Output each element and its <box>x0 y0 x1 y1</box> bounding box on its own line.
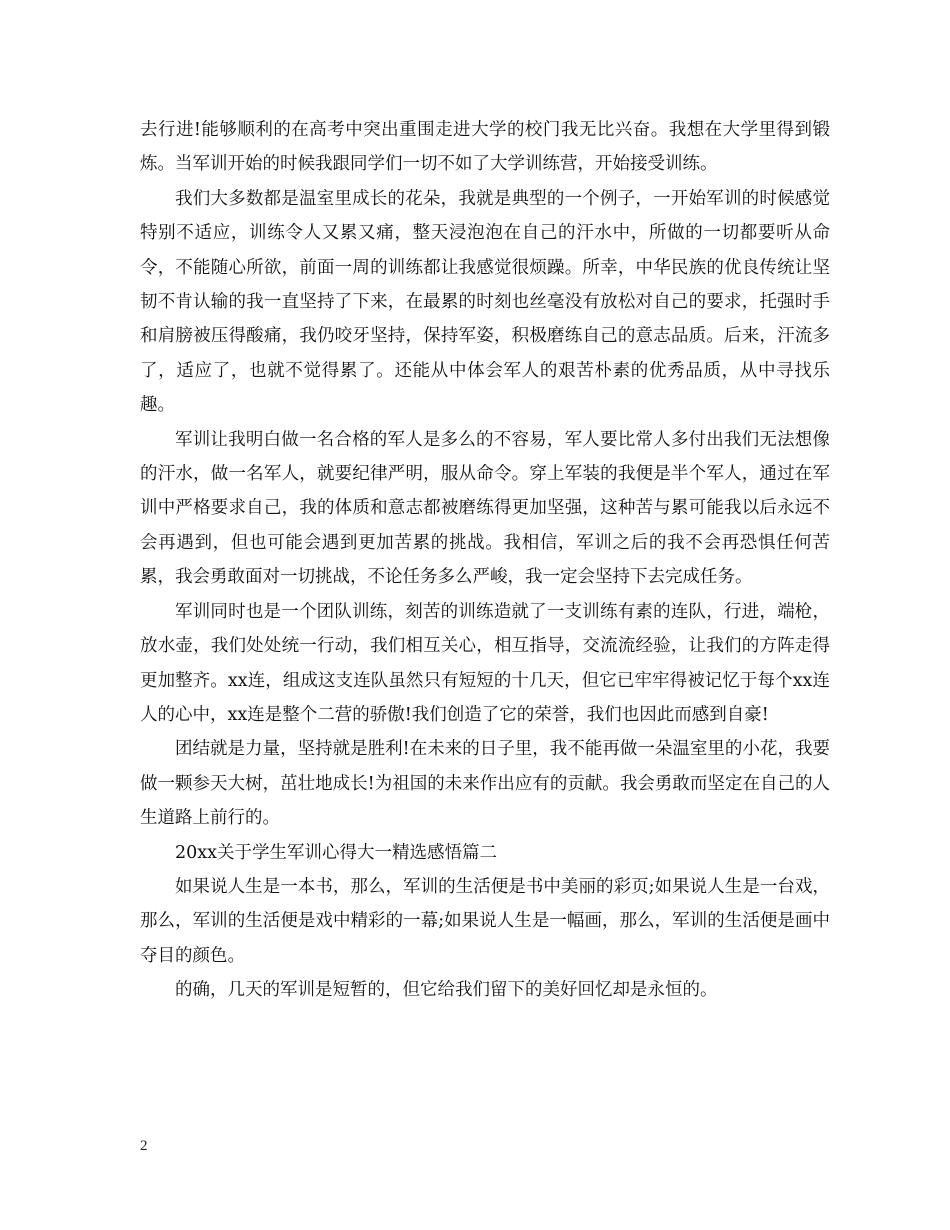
paragraph-7: 的确，几天的军训是短暂的，但它给我们留下的美好回忆却是永恒的。 <box>175 980 718 1001</box>
paragraph-4: 军训同时也是一个团队训练，刻苦的训练造就了一支训练有素的连队，行进，端枪，放水壶，我们处处统一行动，我们相互关心，相互指导，交流流经验，让我们的方阵走得更加整齐。xx连，组成这支连队虽然只有短短的十几天，但它已牢牢得被记忆于每个xx连人的心中，xx连是整个二营的骄傲!我们创造了它的荣誉，我们也因此而感到自豪! <box>140 601 830 725</box>
section-heading: 20xx关于学生军训心得大一精选感悟篇二 <box>175 842 498 863</box>
paragraph-5: 团结就是力量，坚持就是胜利!在未来的日子里，我不能再做一朵温室里的小花，我要做一颗参天大树，茁壮地成长!为祖国的未来作出应有的贡献。我会勇敢而坚定在自己的人生道路上前行的。 <box>140 739 830 829</box>
paragraph-3: 军训让我明白做一名合格的军人是多么的不容易，军人要比常人多付出我们无法想像的汗水，做一名军人，就要纪律严明，服从命令。穿上军装的我便是半个军人，通过在军训中严格要求自己，我的体质和意志都被磨练得更加坚强，这种苦与累可能我以后永远不会再遇到，但也可能会遇到更加苦累的挑战。我相信，军训之后的我不会再恐惧任何苦累，我会勇敢面对一切挑战，不论任务多么严峻，我一定会坚持下去完成任务。 <box>140 429 830 588</box>
page-number: 2 <box>140 1138 148 1154</box>
paragraph-2: 我们大多数都是温室里成长的花朵，我就是典型的一个例子，一开始军训的时候感觉特别不适应，训练令人又累又痛，整天浸泡泡在自己的汗水中，所做的一切都要听从命令，不能随心所欲，前面一周的训练都让我感觉很烦躁。所幸，中华民族的优良传统让坚韧不肯认输的我一直坚持了下来，在最累的时刻也丝毫没有放松对自己的要求，托强时手和肩膀被压得酸痛，我仍咬牙坚持，保持军姿，积极磨练自己的意志品质。后来，汗流多了，适应了，也就不觉得累了。还能从中体会军人的艰苦朴素的优秀品质，从中寻找乐趣。 <box>140 188 830 416</box>
paragraph-1: 去行进!能够顺利的在高考中突出重围走进大学的校门我无比兴奋。我想在大学里得到锻炼。当军训开始的时候我跟同学们一切不如了大学训练营，开始接受训练。 <box>140 120 830 175</box>
paragraph-6: 如果说人生是一本书，那么，军训的生活便是书中美丽的彩页;如果说人生是一台戏，那么，军训的生活便是戏中精彩的一幕;如果说人生是一幅画，那么，军训的生活便是画中夺目的颜色。 <box>140 876 830 966</box>
document-body <box>140 113 830 1008</box>
